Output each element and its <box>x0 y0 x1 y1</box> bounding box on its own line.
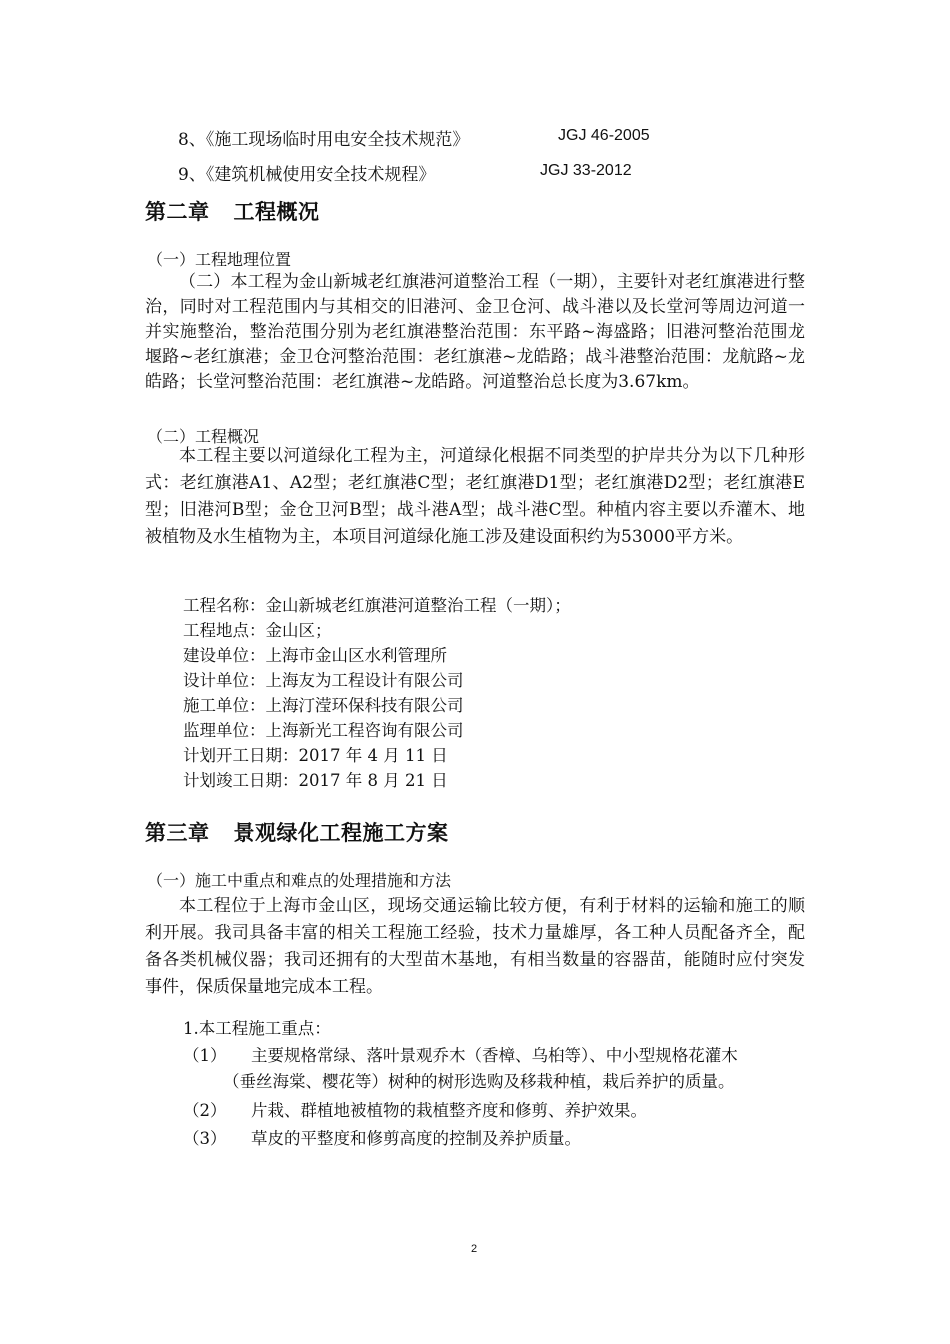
key-point-number: （2） <box>183 1101 227 1120</box>
key-point-number: （3） <box>183 1129 227 1148</box>
key-point-continuation: （垂丝海棠、樱花等）树种的树形选购及移栽种植，栽后养护的质量。 <box>223 1072 735 1091</box>
key-point-item <box>183 1042 738 1066</box>
chapter-title: 景观绿化工程施工方案 <box>233 821 449 845</box>
reference-title: 《建筑机械使用安全技术规程》 <box>205 165 436 185</box>
chapter-number: 第三章 <box>145 821 210 845</box>
section-title: （二）工程概况 <box>147 427 260 446</box>
reference-index: 9、 <box>178 165 206 185</box>
reference-code: JGJ 33-2012 <box>540 162 632 179</box>
section-title: （一）工程地理位置 <box>147 250 292 269</box>
key-points-title: 1.本工程施工重点： <box>183 1019 331 1038</box>
body-paragraph: （二）本工程为金山新城老红旗港河道整治工程（一期），主要针对老红旗港进行整治，同时对工程范围内与其相交的旧港河、金卫仓河、战斗港以及长堂河等周边河道一并实施整治，整治范围分别为老红旗港整治范围：东平路~海盛路；旧港河整治范围龙堰路~老红旗港；金卫仓河整治范围：老红旗港~龙皓路；战斗港整治范围：龙航路~龙皓路；长堂河整治范围：老红旗港~龙皓路。河道整治总长度为3.67km。 <box>145 272 805 392</box>
project-info-line: 监理单位：上海新光工程咨询有限公司 <box>183 721 464 740</box>
key-point-text: 片栽、群植地被植物的栽植整齐度和修剪、养护效果。 <box>251 1101 647 1120</box>
key-point-item <box>183 1097 647 1121</box>
section-title: （一）施工中重点和难点的处理措施和方法 <box>147 871 452 890</box>
project-info-line: 设计单位：上海友为工程设计有限公司 <box>183 671 464 690</box>
project-info-line: 计划竣工日期：2017 年 8 月 21 日 <box>183 771 448 790</box>
project-info-line: 计划开工日期：2017 年 4 月 11 日 <box>183 746 448 765</box>
key-point-text: 草皮的平整度和修剪高度的控制及养护质量。 <box>251 1129 581 1148</box>
key-point-text: 主要规格常绿、落叶景观乔木（香樟、乌桕等）、中小型规格花灌木 <box>251 1046 738 1065</box>
reference-code: JGJ 46-2005 <box>558 127 650 144</box>
reference-title: 《施工现场临时用电安全技术规范》 <box>205 130 470 150</box>
project-info-line: 施工单位：上海汀滢环保科技有限公司 <box>183 696 464 715</box>
reference-item <box>178 160 435 185</box>
key-point-item <box>183 1125 581 1149</box>
page-number: 2 <box>471 1243 478 1255</box>
reference-index: 8、 <box>178 130 206 150</box>
chapter-heading <box>145 817 449 847</box>
project-info-line: 工程地点：金山区； <box>183 621 332 640</box>
project-info-line: 工程名称：金山新城老红旗港河道整治工程（一期）； <box>183 596 571 615</box>
key-point-number: （1） <box>183 1046 227 1065</box>
chapter-heading <box>145 196 320 226</box>
project-info-line: 建设单位：上海市金山区水利管理所 <box>183 646 447 665</box>
reference-item <box>178 125 469 150</box>
chapter-title: 工程概况 <box>233 200 320 224</box>
body-paragraph: 本工程位于上海市金山区，现场交通运输比较方便，有利于材料的运输和施工的顺利开展。我司具备丰富的相关工程施工经验，技术力量雄厚，各工种人员配备齐全，配备各类机械仪器；我司还拥有的大型苗木基地，有相当数量的容器苗，能随时应付突发事件，保质保量地完成本工程。 <box>145 896 805 997</box>
body-paragraph: 本工程主要以河道绿化工程为主，河道绿化根据不同类型的护岸共分为以下几种形式：老红旗港A1、A2型；老红旗港C型；老红旗港D1型；老红旗港D2型；老红旗港E型；旧港河B型；金仓卫河B型；战斗港A型；战斗港C型。种植内容主要以乔灌木、地被植物及水生植物为主，本项目河道绿化施工涉及建设面积约为53000平方米。 <box>145 446 805 547</box>
chapter-number: 第二章 <box>145 200 210 224</box>
